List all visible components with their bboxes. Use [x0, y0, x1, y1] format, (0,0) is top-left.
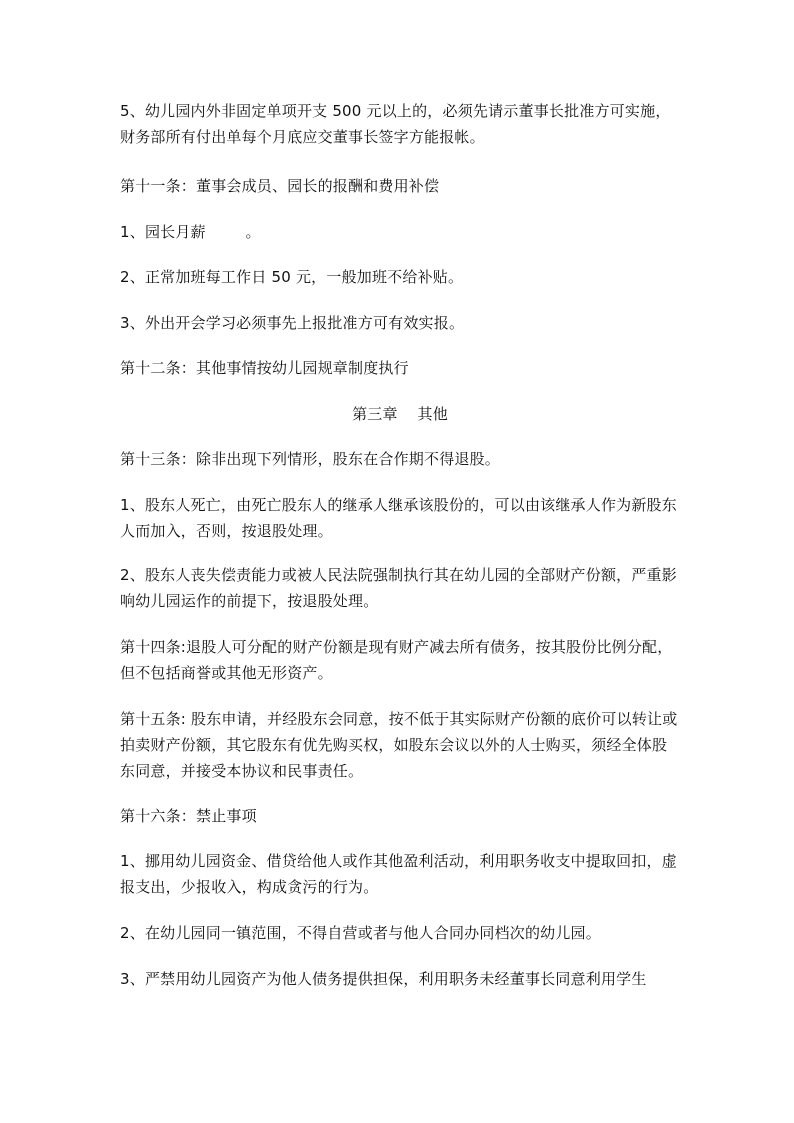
article-15-paragraph: 第十五条: 股东申请，并经股东会同意，按不低于其实际财产份额的底价可以转让或拍卖财产份额，其它股东有优先购买权，如股东会议以外的人士购买，须经全体股东同意，并接受本协议和民事责任。 — [120, 710, 678, 780]
article-16-heading: 第十六条：禁止事项 — [120, 807, 257, 825]
article-14-paragraph: 第十四条:退股人可分配的财产份额是现有财产减去所有债务，按其股份比例分配，但不包括商誉或其他无形资产。 — [120, 638, 673, 682]
paragraph-travel-reimbursement: 3、外出开会学习必须事先上报批准方可有效实报。 — [120, 314, 465, 332]
paragraph-expense-approval: 5、幼儿园内外非固定单项开支 500 元以上的，必须先请示董事长批准方可实施，财务部所有付出单每个月底应交董事长签字方能报帐。 — [120, 102, 671, 146]
article-11-heading: 第十一条：董事会成员、园长的报酬和费用补偿 — [120, 177, 440, 195]
prohibited-item-2: 2、在幼儿园同一镇范围，不得自营或者与他人合同办同档次的幼儿园。 — [120, 924, 601, 942]
article-13-heading: 第十三条：除非出现下列情形，股东在合作期不得退股。 — [120, 450, 501, 468]
prohibited-item-1: 1、挪用幼儿园资金、借贷给他人或作其他盈利活动，利用职务收支中提取回扣，虚报支出，少报收入，构成贪污的行为。 — [120, 852, 677, 896]
prohibited-item-3: 3、严禁用幼儿园资产为他人债务提供担保，利用职务未经董事长同意利用学生 — [120, 970, 647, 988]
paragraph-principal-salary: 1、园长月薪 。 — [120, 223, 261, 241]
paragraph-overtime: 2、正常加班每工作日 50 元，一般加班不给补贴。 — [120, 268, 464, 286]
article-12-heading: 第十二条：其他事情按幼儿园规章制度执行 — [120, 359, 409, 377]
paragraph-shareholder-incapacity: 2、股东人丧失偿责能力或被人民法院强制执行其在幼儿园的全部财产份额，严重影响幼儿园运作的前提下，按退股处理。 — [120, 566, 677, 610]
paragraph-shareholder-death: 1、股东人死亡，由死亡股东人的继承人继承该股份的，可以由该继承人作为新股东人而加入，否则，按退股处理。 — [120, 496, 677, 540]
chapter-3-heading: 第三章 其他 — [352, 405, 448, 423]
